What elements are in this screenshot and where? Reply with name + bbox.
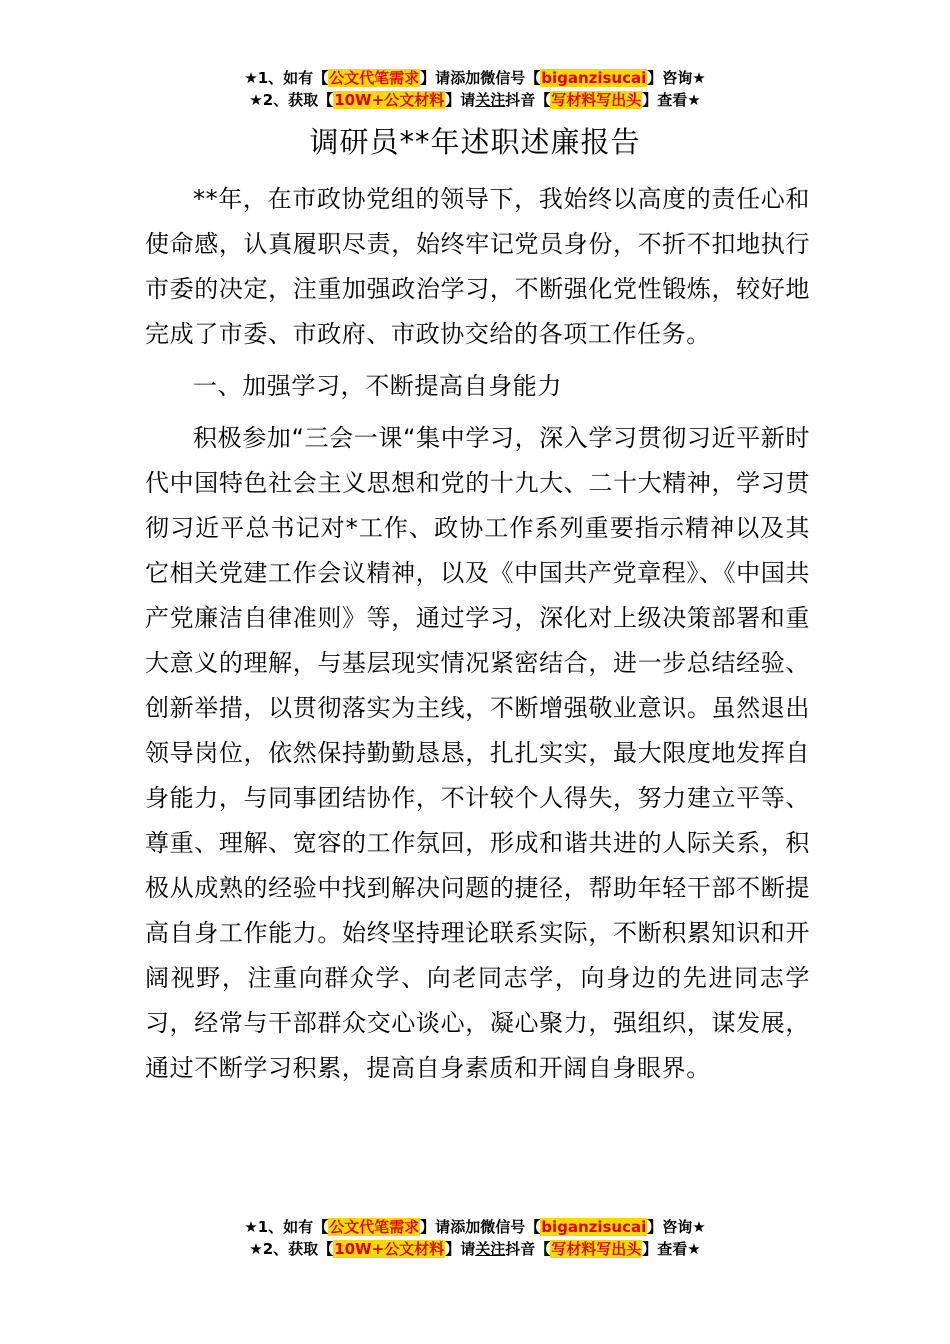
promo-highlight-wechat: biganzisucai (541, 1218, 647, 1236)
promo-text: ★1、如有【 (244, 1218, 329, 1236)
promo-text: 微信号【 (480, 69, 541, 87)
document-title: 调研员**年述职述廉报告 (309, 125, 641, 159)
promo-highlight: 公文代笔需求 (329, 69, 420, 87)
promo-text: 】请 (420, 69, 451, 87)
promo-emphasis: 添加 (450, 69, 481, 87)
promo-highlight-douyin: 写材料写出头 (551, 1240, 642, 1258)
promo-line-2 (0, 1238, 950, 1260)
promo-text: 】请 (420, 1218, 451, 1236)
promo-text: ★2、获取【 (249, 1240, 334, 1258)
section-heading: 一、加强学习，不断提高自身能力 (193, 372, 562, 400)
promo-line-1 (0, 67, 950, 89)
promo-text: 】请 (445, 1240, 476, 1258)
promo-emphasis: 关注 (475, 1240, 506, 1258)
promo-emphasis: 添加 (450, 1218, 481, 1236)
promo-emphasis: 关注 (475, 91, 506, 109)
promo-text: 】咨询★ (647, 1218, 706, 1236)
promo-text: 】咨询★ (647, 69, 706, 87)
promo-text: 】查看★ (642, 1240, 701, 1258)
promo-highlight-douyin: 写材料写出头 (551, 91, 642, 109)
promo-highlight: 10W+公文材料 (334, 1240, 445, 1258)
promo-text: ★1、如有【 (244, 69, 329, 87)
promo-highlight: 10W+公文材料 (334, 91, 445, 109)
promo-highlight: 公文代笔需求 (329, 1218, 420, 1236)
promo-text: 抖音【 (505, 1240, 551, 1258)
promo-text: ★2、获取【 (249, 91, 334, 109)
promo-text: 微信号【 (480, 1218, 541, 1236)
top-promo-banner (0, 67, 950, 111)
paragraph-intro: **年，在市政协党组的领导下，我始终以高度的责任心和使命感，认真履职尽责，始终牢记党员身份，不折不扣地执行市委的决定，注重加强政治学习，不断强化党性锻炼，较好地完成了市委、市政府、市政协交给的各项工作任务。 (145, 185, 810, 348)
promo-text: 】请 (445, 91, 476, 109)
promo-text: 抖音【 (505, 91, 551, 109)
promo-text: 】查看★ (642, 91, 701, 109)
promo-line-1 (0, 1216, 950, 1238)
promo-highlight-wechat: biganzisucai (541, 69, 647, 87)
bottom-promo-banner (0, 1216, 950, 1260)
promo-line-2 (0, 89, 950, 111)
paragraph-study: 积极参加“三会一课“集中学习，深入学习贯彻习近平新时代中国特色社会主义思想和党的十九大、二十大精神，学习贯彻习近平总书记对*工作、政协工作系列重要指示精神以及其它相关党建工作会议精神，以及《中国共产党章程》、《中国共产党廉洁自律准则》等，通过学习，深化对上级决策部署和重大意义的理解，与基层现实情况紧密结合，进一步总结经验、创新举措，以贯彻落实为主线，不断增强敬业意识。虽然退出领导岗位，依然保持勤勤恳恳，扎扎实实，最大限度地发挥自身能力，与同事团结协作，不计较个人得失，努力建立平等、尊重、理解、宽容的工作氛回，形成和谐共进的人际关系，积极从成熟的经验中找到解决问题的捷径，帮助年轻干部不断提高自身工作能力。始终坚持理论联系实际，不断积累知识和开阔视野，注重向群众学、向老同志学，向身边的先进同志学习，经常与干部群众交心谈心，凝心聚力，强组织，谋发展，通过不断学习积累，提高自身素质和开阔自身眼界。 (145, 424, 810, 1082)
document-body (145, 177, 810, 1098)
